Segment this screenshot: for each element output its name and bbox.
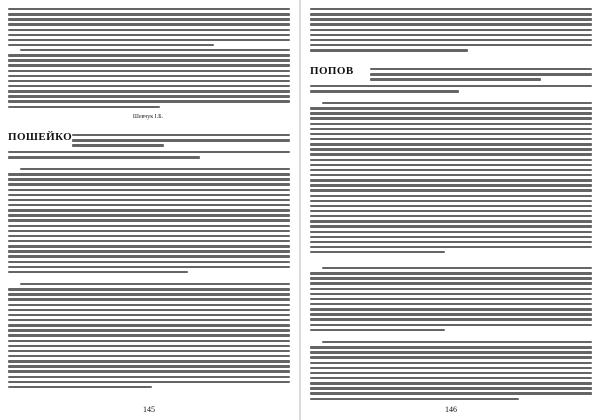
text-line	[310, 293, 592, 295]
text-line	[310, 382, 592, 384]
text-line	[310, 13, 592, 15]
text-line	[8, 95, 290, 97]
text-line	[8, 314, 290, 316]
text-line	[322, 341, 592, 343]
text-line	[322, 102, 592, 104]
text-line	[310, 215, 592, 217]
text-line	[8, 90, 290, 92]
text-line	[310, 329, 445, 331]
text-line	[8, 255, 290, 257]
text-line	[310, 246, 592, 248]
text-line	[310, 387, 592, 389]
text-line	[8, 173, 290, 175]
text-line	[8, 100, 290, 102]
text-line	[8, 225, 290, 227]
left-paragraph-2	[8, 49, 290, 111]
text-line	[8, 44, 214, 46]
text-line	[8, 70, 290, 72]
right-page	[310, 4, 592, 416]
text-line	[8, 261, 290, 263]
text-line	[310, 205, 592, 207]
text-line	[310, 39, 592, 41]
text-line	[8, 370, 290, 372]
text-line	[8, 340, 290, 342]
text-line	[322, 267, 592, 269]
text-line	[310, 169, 592, 171]
text-line	[310, 251, 445, 253]
text-line	[370, 68, 592, 70]
right-entry-intro	[310, 85, 592, 95]
text-line	[8, 293, 290, 295]
text-line	[310, 117, 592, 119]
text-line	[310, 179, 592, 181]
text-line	[310, 272, 592, 274]
text-line	[8, 85, 290, 87]
text-line	[370, 78, 541, 80]
text-line	[8, 230, 290, 232]
text-line	[8, 288, 290, 290]
text-line	[8, 304, 290, 306]
text-line	[8, 214, 290, 216]
text-line	[8, 376, 290, 378]
text-line	[8, 309, 290, 311]
left-drop-cap-heading: ПОШЕЙКО	[8, 131, 73, 143]
text-line	[8, 106, 160, 108]
text-line	[310, 189, 592, 191]
text-line	[72, 139, 290, 141]
text-line	[8, 183, 290, 185]
page-gutter	[299, 0, 301, 420]
text-line	[8, 355, 290, 357]
text-line	[8, 266, 290, 268]
text-line	[8, 386, 152, 388]
text-line	[8, 8, 290, 10]
text-line	[370, 73, 592, 75]
text-line	[310, 210, 592, 212]
text-line	[310, 138, 592, 140]
text-line	[310, 308, 592, 310]
text-line	[310, 200, 592, 202]
text-line	[310, 123, 592, 125]
text-line	[310, 362, 592, 364]
text-line	[8, 298, 290, 300]
left-entry-intro	[8, 151, 290, 161]
text-line	[8, 189, 290, 191]
text-line	[8, 23, 290, 25]
text-line	[8, 381, 290, 383]
text-line	[8, 54, 290, 56]
text-line	[310, 195, 592, 197]
text-line	[8, 350, 290, 352]
text-line	[310, 44, 592, 46]
text-line	[8, 80, 290, 82]
text-line	[310, 346, 592, 348]
right-page-number: 146	[445, 405, 457, 414]
left-page	[8, 4, 290, 416]
right-drop-cap-heading: ПОПОВ	[310, 65, 354, 77]
right-paragraph-4	[310, 341, 592, 403]
text-line	[8, 271, 188, 273]
left-sign-off: Шевчук І.Б.	[132, 114, 164, 120]
text-line	[20, 168, 290, 170]
text-line	[8, 360, 290, 362]
text-line	[8, 39, 290, 41]
text-line	[310, 153, 592, 155]
text-line	[310, 23, 592, 25]
text-line	[8, 75, 290, 77]
text-line	[310, 231, 592, 233]
text-line	[310, 159, 592, 161]
text-line	[310, 174, 592, 176]
text-line	[310, 372, 592, 374]
text-line	[310, 236, 592, 238]
text-line	[310, 34, 592, 36]
text-line	[8, 59, 290, 61]
right-paragraph-2	[310, 102, 592, 256]
text-line	[8, 245, 290, 247]
text-line	[310, 112, 592, 114]
text-line	[310, 241, 592, 243]
text-line	[8, 199, 290, 201]
text-line	[8, 64, 290, 66]
text-line	[8, 329, 290, 331]
text-line	[310, 392, 592, 394]
text-line	[8, 34, 290, 36]
text-line	[310, 18, 592, 20]
text-line	[310, 85, 592, 87]
text-line	[8, 18, 290, 20]
text-line	[72, 134, 290, 136]
text-line	[8, 209, 290, 211]
text-line	[8, 156, 200, 158]
left-paragraph-3	[8, 168, 290, 276]
left-paragraph-1	[8, 8, 290, 49]
text-line	[310, 90, 459, 92]
right-paragraph-1	[310, 8, 592, 54]
text-line	[310, 49, 468, 51]
text-line	[310, 377, 592, 379]
text-line	[310, 351, 592, 353]
text-line	[8, 250, 290, 252]
text-line	[310, 318, 592, 320]
text-line	[310, 29, 592, 31]
text-line	[310, 128, 592, 130]
text-line	[310, 324, 592, 326]
text-line	[8, 334, 290, 336]
left-entry-header	[72, 134, 290, 149]
text-line	[8, 345, 290, 347]
left-page-number: 145	[143, 405, 155, 414]
text-line	[310, 133, 592, 135]
text-line	[310, 148, 592, 150]
text-line	[8, 319, 290, 321]
text-line	[8, 365, 290, 367]
text-line	[310, 282, 592, 284]
text-line	[310, 143, 592, 145]
text-line	[310, 277, 592, 279]
text-line	[310, 303, 592, 305]
text-line	[20, 283, 290, 285]
text-line	[310, 367, 592, 369]
text-line	[310, 8, 592, 10]
text-line	[310, 107, 592, 109]
text-line	[8, 29, 290, 31]
right-entry-header	[370, 68, 592, 83]
text-line	[8, 204, 290, 206]
left-paragraph-4	[8, 283, 290, 391]
text-line	[310, 220, 592, 222]
text-line	[8, 324, 290, 326]
text-line	[310, 313, 592, 315]
text-line	[8, 240, 290, 242]
text-line	[310, 398, 519, 400]
text-line	[310, 288, 592, 290]
text-line	[20, 49, 290, 51]
text-line	[310, 356, 592, 358]
text-line	[72, 144, 164, 146]
text-line	[310, 184, 592, 186]
text-line	[8, 178, 290, 180]
text-line	[8, 151, 290, 153]
text-line	[8, 235, 290, 237]
text-line	[310, 164, 592, 166]
text-line	[310, 225, 592, 227]
text-line	[8, 13, 290, 15]
text-line	[8, 219, 290, 221]
text-line	[310, 298, 592, 300]
text-line	[8, 194, 290, 196]
right-paragraph-3	[310, 267, 592, 334]
